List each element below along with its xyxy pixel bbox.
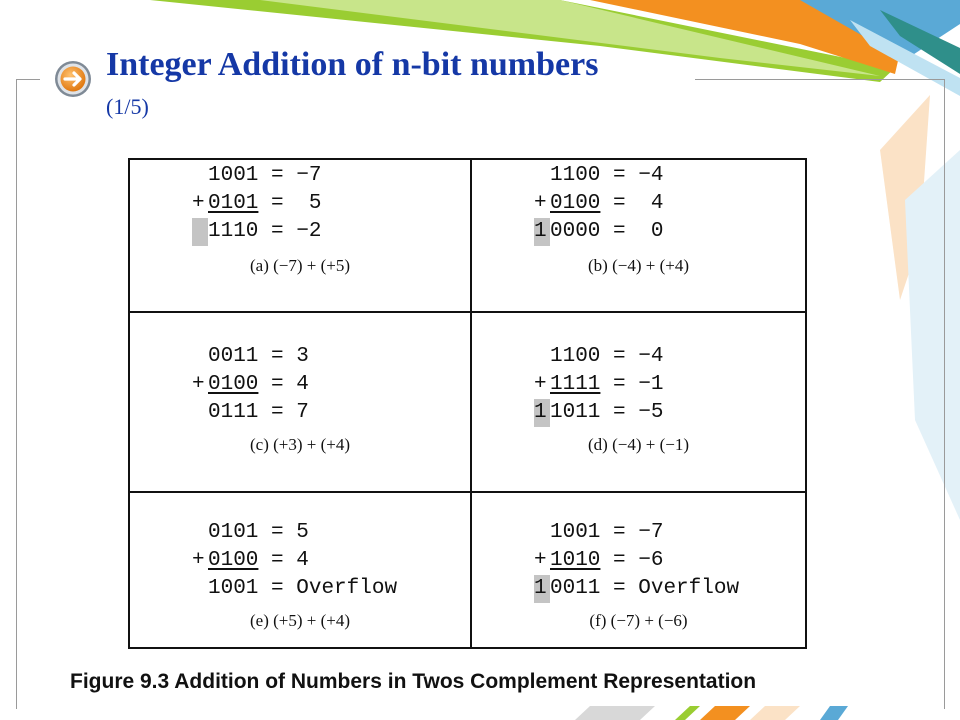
example-caption: (c) (+3) + (+4) [249, 435, 351, 454]
calculation [534, 343, 663, 427]
frame-right-line [944, 79, 945, 709]
slide-title: Integer Addition of n-bit numbers [106, 46, 599, 83]
carry-bit: 1 [534, 218, 550, 246]
calculation [192, 162, 321, 246]
example-cell-e [129, 492, 471, 648]
sum: 1 0011 = Overflow [534, 575, 739, 603]
operand-1: 1100 = −4 [550, 345, 664, 368]
sum: 1 1011 = −5 [534, 399, 663, 427]
sum: 1110 = −2 [192, 218, 321, 246]
calculation [534, 162, 663, 246]
example-caption: (d) (−4) + (−1) [588, 435, 689, 454]
example-cell-c [129, 312, 471, 492]
sum: 0111 = 7 [208, 401, 309, 424]
arrow-right-circle-icon[interactable] [54, 60, 92, 98]
operand-2: + 1111 = −1 [534, 373, 664, 396]
bottom-blue-stripe [820, 706, 848, 720]
example-cell-d [471, 312, 806, 492]
example-cell-a [129, 159, 471, 312]
bottom-pale-stripe [750, 706, 800, 720]
side-pale-blue-shape [905, 150, 960, 520]
operand-2: + 0100 = 4 [534, 192, 664, 215]
carry-bit: 1 [534, 575, 550, 603]
operand-1: 1100 = −4 [550, 164, 664, 187]
frame-left-line [16, 79, 17, 709]
operand-1: 1001 = −7 [208, 164, 322, 187]
operand-1: 0101 = 5 [208, 521, 309, 544]
example-cell-b [471, 159, 806, 312]
twos-complement-figure [128, 158, 807, 649]
operand-2: + 0101 = 5 [192, 192, 322, 215]
example-caption: (e) (+5) + (+4) [249, 611, 351, 630]
operand-1: 1001 = −7 [550, 521, 664, 544]
operand-2: + 0100 = 4 [192, 373, 309, 396]
slide-subtitle: (1/5) [106, 94, 149, 119]
carry-bit: 1 [534, 399, 550, 427]
operand-2: + 1010 = −6 [534, 549, 664, 572]
bottom-green-stripe [675, 706, 700, 720]
operand-1: 0011 = 3 [208, 345, 309, 368]
operand-2: + 0100 = 4 [192, 549, 309, 572]
example-caption: (f) (−7) + (−6) [589, 611, 688, 630]
figure-caption: Figure 9.3 Addition of Numbers in Twos Complement Representation [70, 670, 757, 693]
example-caption: (a) (−7) + (+5) [249, 256, 351, 275]
sum: 1001 = Overflow [208, 577, 398, 600]
sum: 1 0000 = 0 [534, 218, 663, 246]
calculation [192, 343, 309, 427]
bottom-orange-stripe [700, 706, 750, 720]
example-cell-f [471, 492, 806, 648]
example-caption: (b) (−4) + (+4) [588, 256, 689, 275]
calculation [534, 519, 739, 603]
bottom-grey-stripe [575, 706, 655, 720]
calculation [192, 519, 397, 603]
